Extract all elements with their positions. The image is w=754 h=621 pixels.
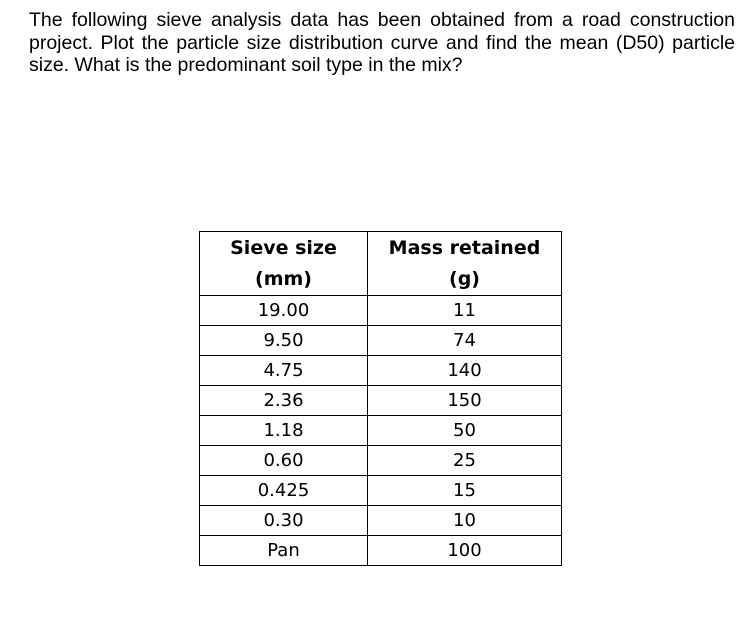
mass-retained-cell: 25 (368, 446, 562, 476)
header-sieve-size-line2: (mm) (255, 267, 312, 290)
sieve-size-cell: 2.36 (200, 386, 368, 416)
table-row (200, 416, 562, 446)
table-row (200, 446, 562, 476)
mass-retained-cell: 11 (368, 296, 562, 326)
question-text: The following sieve analysis data has been obtained from a road construction project. Plot the particle size distribution curve and find the mean (D50) particle size. What is the predominant soil type in the mix? (29, 9, 735, 76)
table-row (200, 296, 562, 326)
mass-retained-cell: 150 (368, 386, 562, 416)
sieve-size-cell: 1.18 (200, 416, 368, 446)
mass-retained-cell: 100 (368, 536, 562, 566)
sieve-size-cell: Pan (200, 536, 368, 566)
sieve-size-cell: 4.75 (200, 356, 368, 386)
sieve-size-cell: 0.60 (200, 446, 368, 476)
table-row (200, 386, 562, 416)
header-sieve-size-line1: Sieve size (230, 236, 337, 259)
sieve-size-cell: 0.425 (200, 476, 368, 506)
table-row (200, 536, 562, 566)
mass-retained-cell: 10 (368, 506, 562, 536)
table-row (200, 356, 562, 386)
sieve-size-cell: 0.30 (200, 506, 368, 536)
table-row (200, 326, 562, 356)
header-sieve-size (200, 232, 368, 296)
table-row (200, 506, 562, 536)
table-row (200, 476, 562, 506)
sieve-size-cell: 19.00 (200, 296, 368, 326)
header-mass-retained-line1: Mass retained (388, 236, 541, 259)
header-mass-retained (368, 232, 562, 296)
header-mass-retained-line2: (g) (449, 267, 480, 290)
mass-retained-cell: 140 (368, 356, 562, 386)
mass-retained-cell: 74 (368, 326, 562, 356)
mass-retained-cell: 50 (368, 416, 562, 446)
table-header-row (200, 232, 562, 296)
sieve-analysis-table (199, 231, 562, 566)
sieve-size-cell: 9.50 (200, 326, 368, 356)
mass-retained-cell: 15 (368, 476, 562, 506)
